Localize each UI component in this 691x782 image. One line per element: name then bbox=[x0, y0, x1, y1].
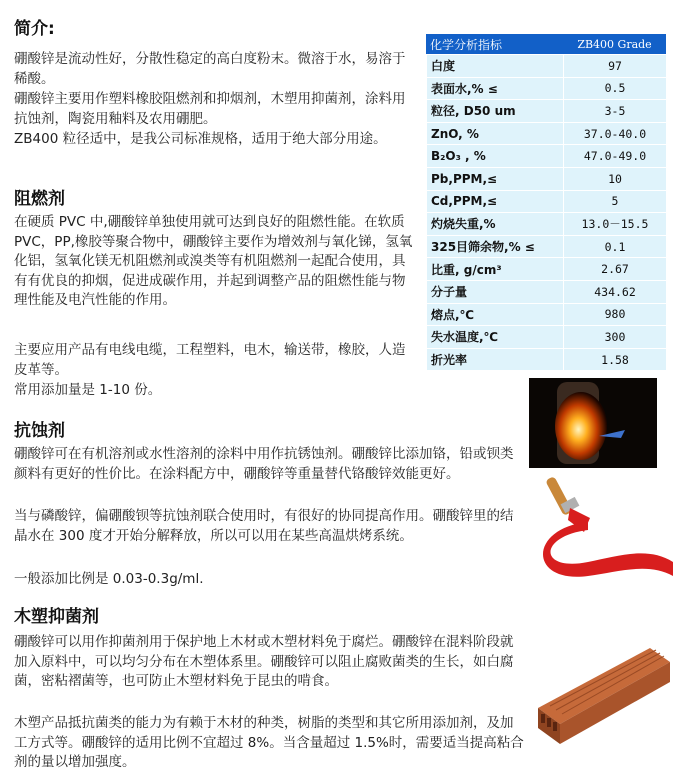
anticorrosion-paragraph-2: 当与磷酸锌，偏硼酸钡等抗蚀剂联合使用时，有很好的协同提高作用。硼酸锌里的结晶水在 300 度才开始分解释放，所以可以用在某些高温烘烤系统。 bbox=[14, 508, 514, 544]
intro-paragraph-1: 硼酸锌是流动性好，分散性稳定的高白度粉末。微溶于水，易溶于稀酸。 bbox=[14, 51, 406, 87]
spec-property-name: 折光率 bbox=[426, 348, 563, 371]
spec-table-row bbox=[426, 122, 666, 145]
paint-brush-image bbox=[528, 472, 676, 582]
spec-property-value: 97 bbox=[563, 54, 666, 77]
spec-property-name: 分子量 bbox=[426, 280, 563, 303]
spec-table-body bbox=[426, 54, 666, 370]
spec-property-value: 3-5 bbox=[563, 99, 666, 122]
spec-property-value: 300 bbox=[563, 325, 666, 348]
antibacterial-heading: 木塑抑菌剂 bbox=[14, 607, 99, 627]
spec-table-row bbox=[426, 235, 666, 258]
spec-table-row bbox=[426, 348, 666, 371]
spec-property-name: ZnO, % bbox=[426, 122, 563, 145]
spec-table-row bbox=[426, 144, 666, 167]
spec-property-value: 2.67 bbox=[563, 257, 666, 280]
spec-property-value: 980 bbox=[563, 303, 666, 326]
spec-property-name: B₂O₃ , % bbox=[426, 144, 563, 167]
spec-table-row bbox=[426, 54, 666, 77]
spec-header-property: 化学分析指标 bbox=[426, 34, 563, 54]
spec-header-grade: ZB400 Grade bbox=[563, 34, 666, 54]
anticorrosion-paragraph-3: 一般添加比例是 0.03-0.3g/ml. bbox=[14, 571, 204, 587]
spec-property-value: 0.1 bbox=[563, 235, 666, 258]
spec-table-row bbox=[426, 99, 666, 122]
chemical-spec-table bbox=[426, 34, 666, 370]
spec-table-row bbox=[426, 280, 666, 303]
spec-property-name: 粒径, D50 um bbox=[426, 99, 563, 122]
spec-table-header-row bbox=[426, 34, 666, 54]
flame-paragraph-3: 常用添加量是 1-10 份。 bbox=[14, 382, 162, 398]
spec-property-name: 表面水,% ≤ bbox=[426, 77, 563, 100]
spec-property-value: 10 bbox=[563, 167, 666, 190]
flame-burning-photo bbox=[529, 378, 657, 468]
anticorrosion-heading: 抗蚀剂 bbox=[14, 421, 65, 441]
spec-table-row bbox=[426, 257, 666, 280]
spec-property-name: Cd,PPM,≤ bbox=[426, 190, 563, 213]
flame-paragraph-2: 主要应用产品有电线电缆，工程塑料，电木，输送带，橡胶，人造皮革等。 bbox=[14, 342, 406, 378]
spec-property-name: 白度 bbox=[426, 54, 563, 77]
spec-property-value: 434.62 bbox=[563, 280, 666, 303]
intro-paragraph-3: ZB400 粒径适中，是我公司标准规格，适用于绝大部分用途。 bbox=[14, 131, 387, 147]
wpc-decking-board-image bbox=[530, 638, 676, 758]
intro-paragraph-2: 硼酸锌主要用作塑料橡胶阻燃剂和抑烟剂，木塑用抑菌剂，涂料用抗蚀剂，陶瓷用釉料及农用硼肥。 bbox=[14, 91, 406, 127]
spec-property-value: 1.58 bbox=[563, 348, 666, 371]
spec-table-row bbox=[426, 212, 666, 235]
spec-property-value: 13.0－15.5 bbox=[563, 212, 666, 235]
spec-property-value: 37.0-40.0 bbox=[563, 122, 666, 145]
antibacterial-paragraph-2: 木塑产品抵抗菌类的能力为有赖于木材的种类，树脂的类型和其它所用添加剂，及加工方式等。硼酸锌的适用比例不宜超过 8%。当含量超过 1.5%时，需要适当提高粘合剂的量以增加强度。 bbox=[14, 715, 524, 770]
spec-table-row bbox=[426, 190, 666, 213]
intro-heading: 简介: bbox=[14, 19, 55, 39]
spec-property-value: 47.0-49.0 bbox=[563, 144, 666, 167]
spec-property-name: 熔点,℃ bbox=[426, 303, 563, 326]
spec-property-name: 325目筛余物,% ≤ bbox=[426, 235, 563, 258]
spec-property-name: Pb,PPM,≤ bbox=[426, 167, 563, 190]
spec-property-name: 比重, g/cm³ bbox=[426, 257, 563, 280]
antibacterial-paragraph-1: 硼酸锌可以用作抑菌剂用于保护地上木材或木塑材料免于腐烂。硼酸锌在混料阶段就加入原料中，可以均匀分布在木塑体系里。硼酸锌可以阻止腐败菌类的生长，如白腐菌，密粘褶菌等，也可防止木塑材料免于昆虫的啃食。 bbox=[14, 634, 514, 689]
spec-table-row bbox=[426, 77, 666, 100]
spec-property-name: 失水温度,℃ bbox=[426, 325, 563, 348]
spec-property-name: 灼烧失重,% bbox=[426, 212, 563, 235]
spec-property-value: 5 bbox=[563, 190, 666, 213]
flame-retardant-heading: 阻燃剂 bbox=[14, 189, 65, 209]
flame-paragraph-1: 在硬质 PVC 中,硼酸锌单独使用就可达到良好的阻燃性能。在软质 PVC，PP,橡胶等聚合物中，硼酸锌主要作为增效剂与氧化锑，氢氧化铝，氢氧化镁无机阻燃剂或溴类等有机阻燃剂一起配合使用，具有有优良的抑烟，促进成碳作用，并起到调整产品的阻燃性能与物理性能及电汽性能的作用。 bbox=[14, 214, 413, 308]
spec-table-row bbox=[426, 167, 666, 190]
spec-table-row bbox=[426, 303, 666, 326]
spec-table-row bbox=[426, 325, 666, 348]
spec-property-value: 0.5 bbox=[563, 77, 666, 100]
anticorrosion-paragraph-1: 硼酸锌可在有机溶剂或水性溶剂的涂料中用作抗锈蚀剂。硼酸锌比添加铬，铅或钡类颜料有更好的性价比。在涂料配方中，硼酸锌等重量替代铬酸锌效能更好。 bbox=[14, 446, 514, 482]
